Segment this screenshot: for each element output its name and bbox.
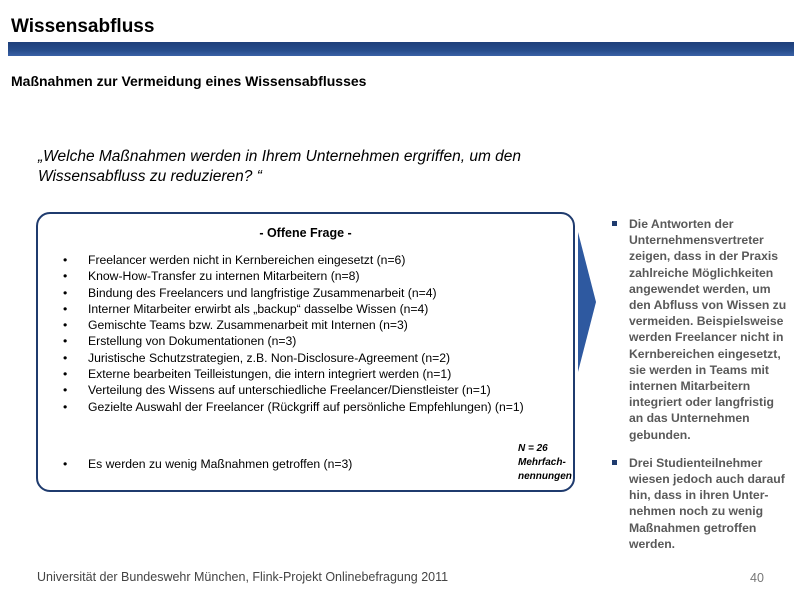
summary-text: Drei Studienteilnehmer wiesen jedoch auch darauf hin, dass in ihren Unter-nehmen noch zu wenig Maßnahmen getroffen werden. <box>629 455 785 551</box>
list-item: • Verteilung des Wissens auf unterschiedliche Freelancer/Dienstleister (n=1) <box>63 382 553 398</box>
list-item: • Interner Mitarbeiter erwirbt als „backup“ dasselbe Wissen (n=4) <box>63 301 553 317</box>
summary-text: Die Antworten der Unternehmensvertreter zeigen, dass in der Praxis zahlreiche Möglichkeiten angewendet werden, um den Abfluss von Wissen zu vermeiden. Beispielsweise werden Freelancer nicht in Kernbereichen eingesetzt, sie werden in Teams mit internen Mitarbeitern integriert oder langfristig an das Unternehmen gebunden. <box>629 217 787 442</box>
slide-title: Wissensabfluss <box>11 16 155 37</box>
answers-list <box>63 252 553 415</box>
list-item: • Externe bearbeiten Teilleistungen, die intern integriert werden (n=1) <box>63 366 553 382</box>
square-bullet-icon <box>612 460 617 465</box>
survey-question: „Welche Maßnahmen werden in Ihrem Unternehmen ergriffen, um den Wissensabfluss zu reduzieren? “ <box>38 148 522 185</box>
square-bullet-icon <box>612 221 617 226</box>
list-item: • Gemischte Teams bzw. Zusammenarbeit mit Internen (n=3) <box>63 317 553 333</box>
footer-text: Universität der Bundeswehr München, Flink-Projekt Onlinebefragung 2011 <box>37 570 449 584</box>
sample-size: N = 26 <box>518 443 548 454</box>
answers-box-heading: - Offene Frage - <box>259 226 352 240</box>
page-number: 40 <box>750 571 764 585</box>
list-item: • Es werden zu wenig Maßnahmen getroffen (n=3) <box>63 456 463 472</box>
arrow-right-icon <box>578 232 596 372</box>
answers-box <box>36 212 575 492</box>
slide-subtitle: Maßnahmen zur Vermeidung eines Wissensabflusses <box>11 73 367 89</box>
side-summary <box>612 216 790 564</box>
list-item: • Freelancer werden nicht in Kernbereichen eingesetzt (n=6) <box>63 252 553 268</box>
multiple-answers-note: Mehrfach-nennungen <box>518 457 572 482</box>
list-item: • Gezielte Auswahl der Freelancer (Rückgriff auf persönliche Empfehlungen) (n=1) <box>63 399 553 415</box>
summary-point <box>612 216 790 443</box>
title-bar <box>8 42 794 56</box>
list-item: • Bindung des Freelancers und langfristige Zusammenarbeit (n=4) <box>63 285 553 301</box>
list-item: • Know-How-Transfer zu internen Mitarbeitern (n=8) <box>63 268 553 284</box>
sample-note <box>518 442 578 484</box>
list-item: • Erstellung von Dokumentationen (n=3) <box>63 333 553 349</box>
answers-list-last <box>63 456 463 472</box>
list-item: • Juristische Schutzstrategien, z.B. Non-Disclosure-Agreement (n=2) <box>63 350 553 366</box>
summary-point <box>612 455 790 552</box>
